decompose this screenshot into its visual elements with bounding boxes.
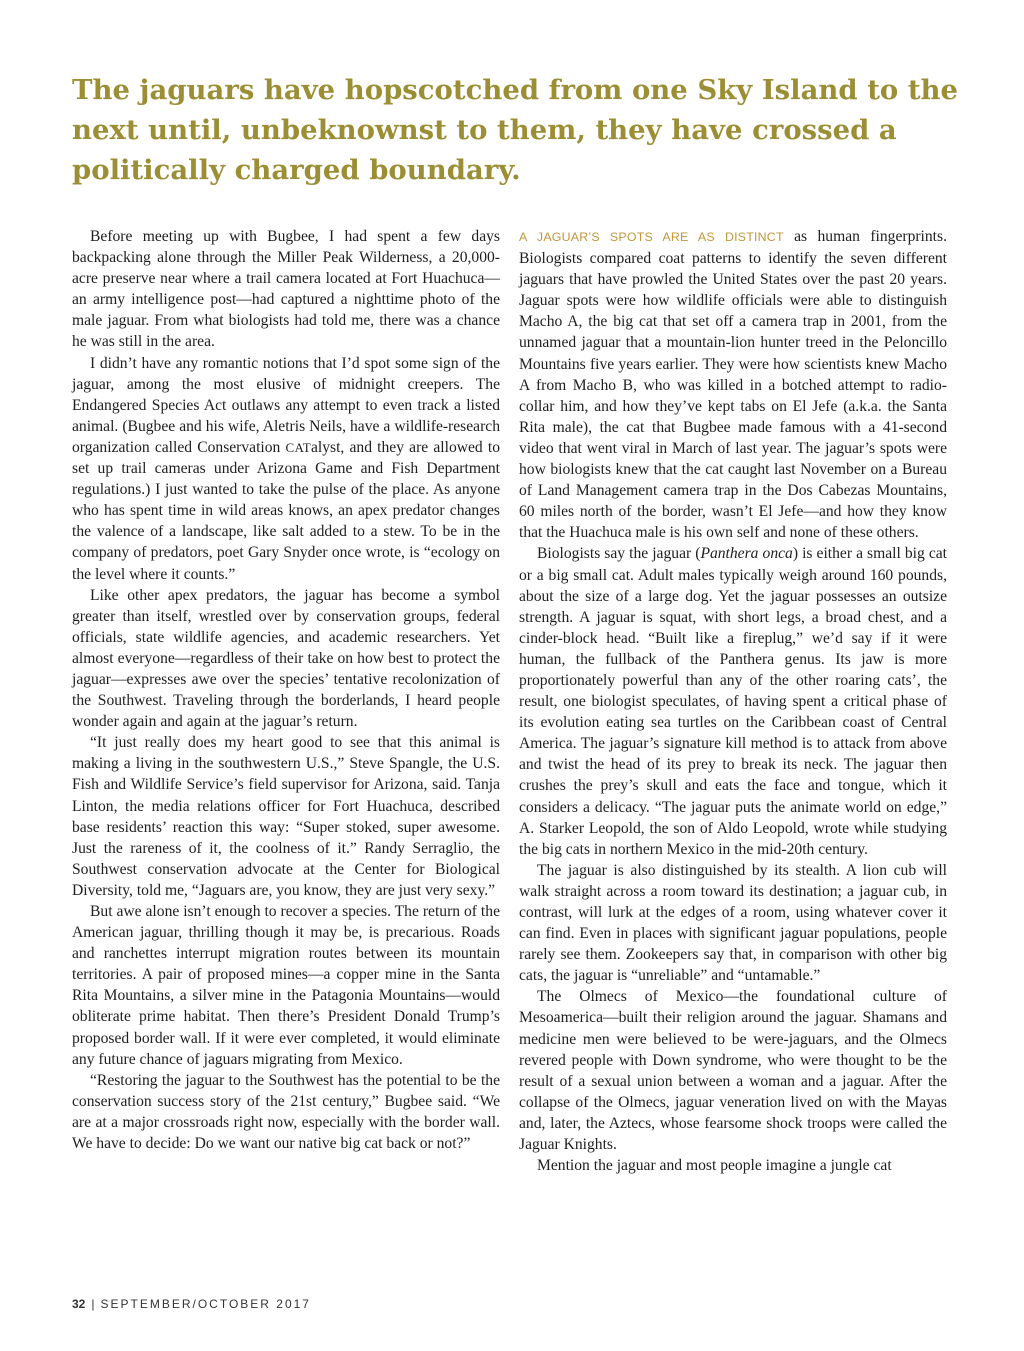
right-column xyxy=(519,226,947,1176)
footer-separator: | xyxy=(91,1297,95,1311)
page-footer xyxy=(72,1297,311,1311)
issue-date: SEPTEMBER/OCTOBER 2017 xyxy=(100,1297,311,1311)
paragraph-text: alyst, and they are allowed to set up trail cameras under Arizona Game and Fish Department regulations.) I just wanted to take the pulse of the place. As anyone who has spent time in wild areas knows, an apex predator changes the valence of a landscape, like salt added to a stew. To be in the company of predators, poet Gary Snyder once wrote, is “ecology on the level where it counts.” xyxy=(72,438,501,583)
paragraph: The Olmecs of Mexico—the foundational culture of Mesoamerica—built their religion around the jaguar. Shamans and medicine men were believed to be were-jaguars, and the Olmecs revered people with Down syndrome, who were thought to be the result of a sexual union between a woman and a jaguar. After the collapse of the Olmecs, jaguar veneration lived on with the Mayas and, later, the Aztecs, whose fearsome shock troops were called the Jaguar Knights. xyxy=(519,988,947,1154)
paragraph xyxy=(72,353,500,585)
paragraph-text: I didn’t have any romantic notions that I’d spot some sign of the jaguar, among the most elusive of midnight creepers. The Endangered Species Act outlaws any attempt to even track a listed animal. (Bugbee and his wife, Aletris Neils, have a wildlife-research organization called Conservation xyxy=(72,354,500,456)
paragraph: “Restoring the jaguar to the Southwest has the potential to be the conservation success story of the 21st century,” Bugbee said. “We are at a major crossroads right now, especially with the border wall. We have to decide: Do we want our native big cat back or not?” xyxy=(72,1071,500,1153)
paragraph-text: as human fingerprints. Biologists compared coat patterns to identify the seven different jaguars that have prowled the United States over the past 20 years. Jaguar spots were how wildlife officials were able to distinguish Macho A, the big cat that set off a camera trap in 2001, from the unnamed jaguar that a mountain-lion hunter treed in the Peloncillo Mountains five years earlier. They were how scientists knew Macho A from Macho B, who was killed in a botched attempt to radio-collar him, and how they’ve kept tabs on El Jefe (a.k.a. the Santa Rita male), the cat that Bugbee made famous with a 41-second video that went viral in March of last year. The jaguar’s spots were how biologists knew that the cat caught last November on a Bureau of Land Management camera trap in the Dos Cabezas Mountains, 60 miles north of the border, wasn’t El Jefe—and how they know that the Huachuca male is his own self and none of these others. xyxy=(519,228,947,542)
paragraph-text: ) is either a small big cat or a big small cat. Adult males typically weigh around 160 pounds, about the size of a large dog. Yet the jaguar possesses an outsize strength. A jaguar is squat, with short legs, a broad chest, and a cinder-block head. “Built like a fireplug,” we’d say if it were human, the fullback of the Panthera genus. Its jaw is more proportionately powerful than any of the other roaring cats’, the result, one biologist speculates, of having spent a critical phase of its evolution eating sea turtles on the Caribbean coast of Central America. The jaguar’s signature kill method is to attack from above and twist the head of its prey to break its neck. The jaguar then crushes the prey’s skull and eats the face and tongue, which it considers a delicacy. “The jaguar puts the animate world on edge,” A. Starker Leopold, the son of Aldo Leopold, wrote while studying the big cats in northern Mexico in the mid-20th century. xyxy=(519,545,948,858)
paragraph-text: Biologists say the jaguar ( xyxy=(537,545,701,563)
paragraph xyxy=(519,543,947,859)
paragraph: “It just really does my heart good to see that this animal is making a living in the southwestern U.S.,” Steve Spangle, the U.S. Fish and Wildlife Service’s field supervisor for Arizona, said. Tanja Linton, the media relations officer for Fort Huachuca, described base residents’ reaction this way: “Super stoked, super awesome. Just the rareness of it, the coolness of it.” Randy Serraglio, the Southwest conservation advocate at the Center for Biological Diversity, told me, “Jaguars are, you know, they are just very sexy.” xyxy=(72,734,500,899)
pull-quote: The jaguars have hopscotched from one Sky Island to the next until, unbeknownst to them, they have crossed a politically charged boundary. xyxy=(72,74,959,186)
paragraph: Like other apex predators, the jaguar has become a symbol greater than itself, wrestled over by conservation groups, federal officials, state wildlife agencies, and academic researchers. Yet almost everyone—regardless of their take on how best to protect the jaguar—expresses awe over the species’ tentative recolonization of the Southwest. Traveling through the borderlands, I heard people wonder again and again at the jaguar’s return. xyxy=(72,586,500,731)
paragraph: The jaguar is also distinguished by its stealth. A lion cub will walk straight across a room toward its destination; a jaguar cub, in contrast, will lurk at the edges of a room, using whatever cover it can find. Even in places with significant jaguar populations, people rarely see them. Zookeepers say that, in comparison with other big cats, the jaguar is “unreliable” and “untamable.” xyxy=(519,861,947,985)
page-number: 32 xyxy=(72,1297,86,1311)
paragraph: Before meeting up with Bugbee, I had spent a few days backpacking alone through the Miller Peak Wilderness, a 20,000-acre preserve near where a trail camera located at Fort Huachuca—an army intelligence post—had captured a nighttime photo of the male jaguar. From what biologists had told me, there was a chance he was still in the area. xyxy=(72,228,500,351)
paragraph xyxy=(519,226,947,543)
paragraph: Mention the jaguar and most people imagine a jungle cat xyxy=(537,1157,892,1175)
small-caps-text: CAT xyxy=(285,439,311,455)
left-column xyxy=(72,226,500,1154)
species-name: Panthera onca xyxy=(700,545,793,563)
section-lead-in: A JAGUAR’S SPOTS ARE AS DISTINCT xyxy=(519,230,784,244)
paragraph: But awe alone isn’t enough to recover a species. The return of the American jaguar, thrilling though it may be, is precarious. Roads and ranchettes interrupt migration routes between its mountain territories. A pair of proposed mines—a copper mine in the Santa Rita Mountains, a silver mine in the Patagonia Mountains—would obliterate prime habitat. Then there’s President Donald Trump’s proposed border wall. If it were ever completed, it would eliminate any future chance of jaguars migrating from Mexico. xyxy=(72,903,500,1068)
